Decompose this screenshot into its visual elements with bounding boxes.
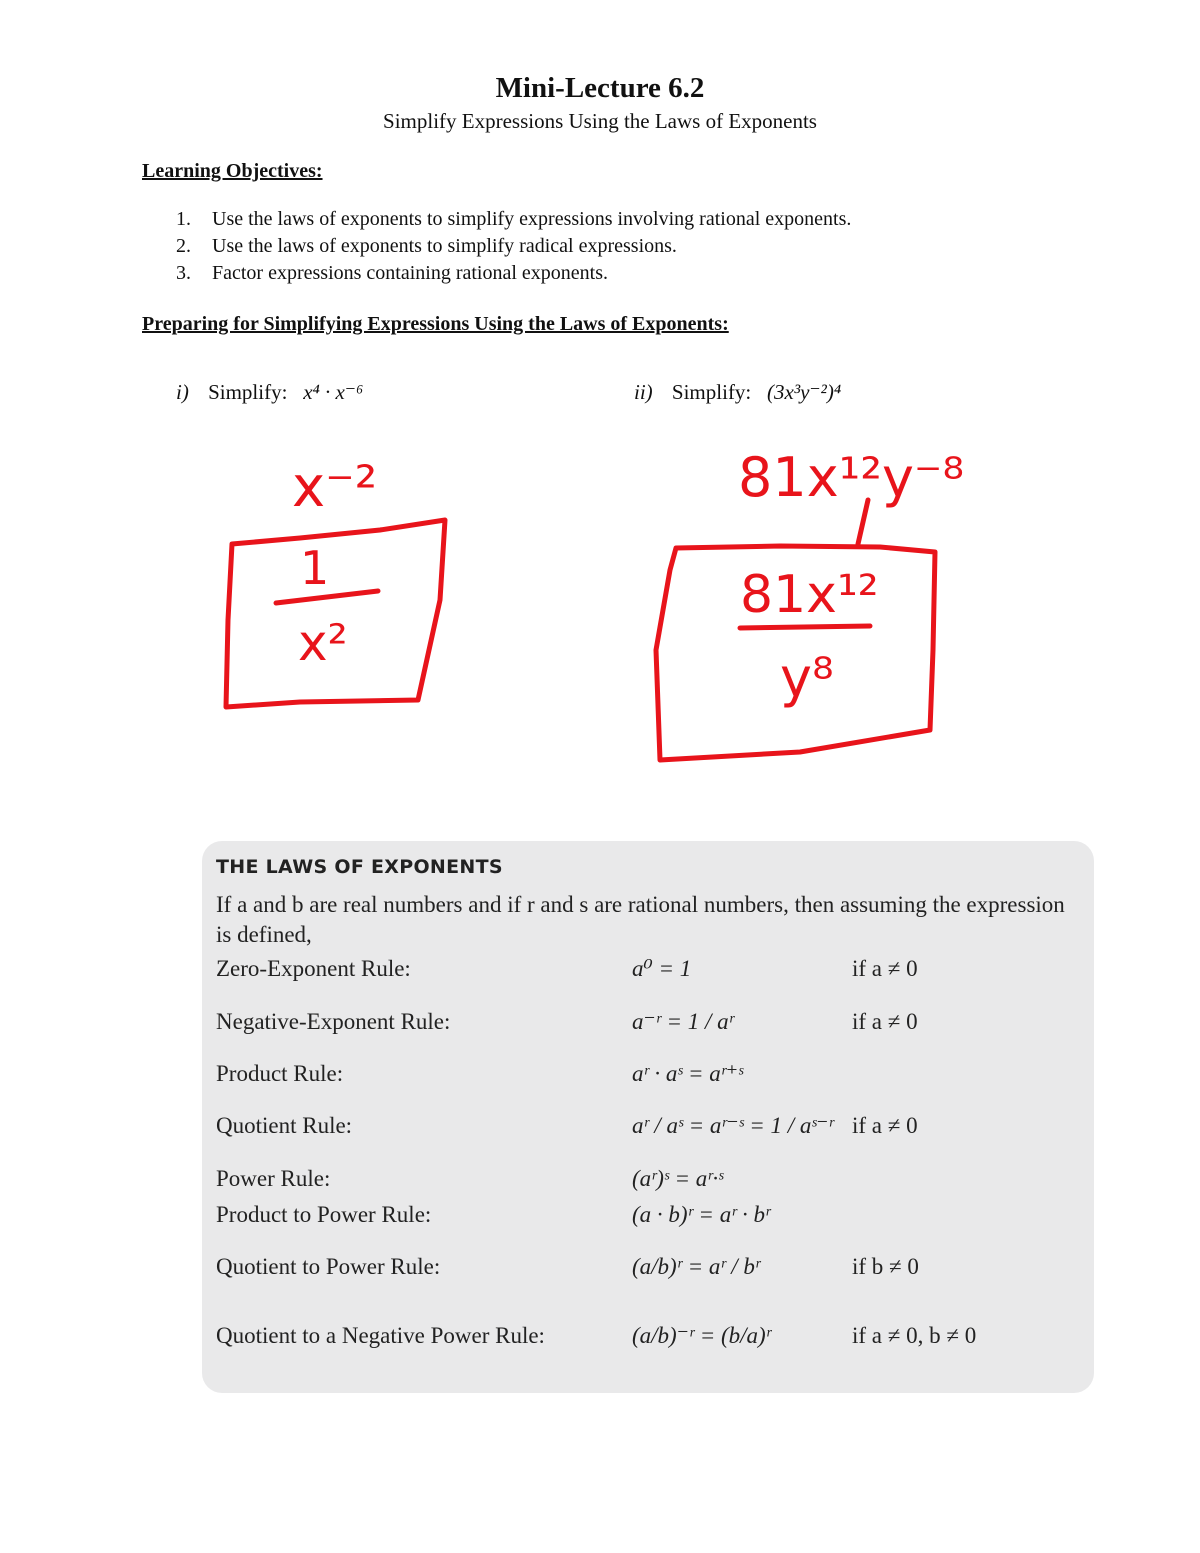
law-name: Product Rule: xyxy=(216,1061,344,1086)
law-formula: (a/b)⁻ʳ = (b/a)ʳ xyxy=(632,1323,771,1348)
law-formula: (a/b)ʳ = aʳ / bʳ xyxy=(632,1254,760,1279)
handwritten-numerator: 1 xyxy=(300,541,330,595)
law-formula: aʳ · aˢ = aʳ⁺ˢ xyxy=(632,1061,743,1086)
law-condition: if b ≠ 0 xyxy=(852,1254,919,1279)
problem-prompt: Simplify: xyxy=(208,380,288,404)
law-formula: aʳ / aˢ = aʳ⁻ˢ = 1 / aˢ⁻ʳ xyxy=(632,1113,834,1138)
handwritten-numerator: 81x¹² xyxy=(740,565,879,625)
handwritten-work-text: x⁻² xyxy=(292,455,378,520)
objective-item: 3. Factor expressions containing rational exponents. xyxy=(176,262,609,284)
handwritten-denominator: x² xyxy=(298,614,348,672)
objectives-heading: Learning Objectives: xyxy=(142,160,323,182)
law-condition: if a ≠ 0 xyxy=(852,1009,918,1034)
law-name: Product to Power Rule: xyxy=(216,1202,432,1227)
law-name: Negative-Exponent Rule: xyxy=(216,1009,451,1034)
law-name: Zero-Exponent Rule: xyxy=(216,956,411,981)
law-name: Power Rule: xyxy=(216,1166,331,1191)
law-name: Quotient Rule: xyxy=(216,1113,353,1138)
problem-expression: (3x³y⁻²)⁴ xyxy=(767,380,842,404)
preparing-heading: Preparing for Simplifying Expressions Using the Laws of Exponents: xyxy=(142,313,729,335)
problem-label: ii) xyxy=(634,380,653,404)
law-condition: if a ≠ 0 xyxy=(852,956,918,981)
law-condition: if a ≠ 0 xyxy=(852,1113,918,1138)
page-title: Mini-Lecture 6.2 xyxy=(495,72,705,104)
law-formula: (aʳ)ˢ = aʳ·ˢ xyxy=(632,1166,724,1191)
law-formula: a⁰ = 1 xyxy=(632,956,692,981)
objective-item: 1. Use the laws of exponents to simplify expressions involving rational exponents. xyxy=(176,208,852,230)
fraction-bar xyxy=(740,626,870,628)
handwritten-denominator: y⁸ xyxy=(780,646,834,709)
law-formula: a⁻ʳ = 1 / aʳ xyxy=(632,1009,734,1034)
page-subtitle: Simplify Expressions Using the Laws of Exponents xyxy=(383,109,817,133)
objective-item: 2. Use the laws of exponents to simplify radical expressions. xyxy=(176,235,677,257)
law-condition: if a ≠ 0, b ≠ 0 xyxy=(852,1323,977,1348)
problem-prompt: Simplify: xyxy=(671,380,752,404)
problem-expression: x⁴ · x⁻⁶ xyxy=(303,380,364,404)
law-name: Quotient to Power Rule: xyxy=(216,1254,441,1279)
handwritten-work-text: 81x¹²y⁻⁸ xyxy=(738,446,965,509)
problem-label: i) xyxy=(176,380,189,404)
laws-title: THE LAWS OF EXPONENTS xyxy=(216,856,503,878)
law-name: Quotient to a Negative Power Rule: xyxy=(216,1323,545,1348)
laws-intro: If a and b are real numbers and if r and s are rational numbers, then assuming the expression is defined, xyxy=(216,892,1065,947)
law-formula: (a · b)ʳ = aʳ · bʳ xyxy=(632,1202,771,1227)
